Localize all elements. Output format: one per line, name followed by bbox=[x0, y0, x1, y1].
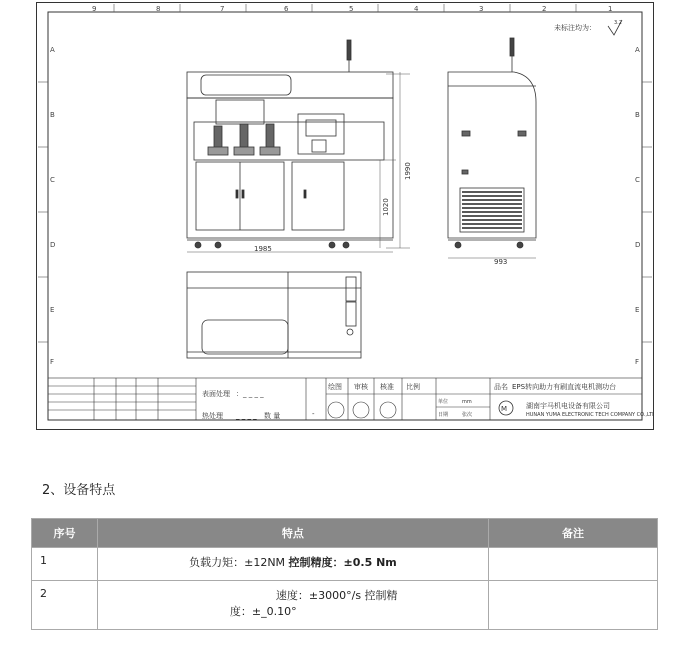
row-letter: A bbox=[635, 46, 640, 54]
col-num: 6 bbox=[284, 5, 289, 13]
roughness-value: 3.2 bbox=[614, 20, 622, 26]
feature-text: 负载力矩：±12NM bbox=[189, 556, 289, 569]
feature-table bbox=[31, 518, 658, 630]
check-label: 审核 bbox=[354, 383, 368, 391]
table-row bbox=[32, 548, 658, 581]
row-letter: F bbox=[635, 358, 640, 366]
product-name: EPS转向助力有刷直流电机测功台 bbox=[512, 383, 617, 391]
drawing-sheet bbox=[36, 2, 654, 430]
engineering-drawing bbox=[36, 2, 654, 430]
row-letter: A bbox=[50, 46, 55, 54]
roughness-note: 未标注均为： bbox=[554, 24, 596, 32]
quantity-label: 数 量 bbox=[264, 412, 281, 420]
row-letter: E bbox=[50, 306, 55, 314]
header-feature: 特点 bbox=[97, 519, 488, 548]
heat-treatment-label: 热处理 bbox=[202, 412, 223, 420]
col-num: 5 bbox=[349, 5, 354, 13]
unit-label: 单位 bbox=[438, 399, 449, 405]
svg-text:M: M bbox=[501, 405, 508, 413]
section-heading: 2、设备特点 bbox=[42, 483, 116, 498]
header-no: 序号 bbox=[32, 519, 98, 548]
row-number: 2 bbox=[32, 581, 98, 630]
feature-cell bbox=[97, 581, 488, 630]
draw-label: 绘图 bbox=[328, 383, 342, 391]
dim-height-total: 1990 bbox=[404, 162, 412, 180]
row-letter: D bbox=[50, 241, 56, 249]
table-header-row bbox=[32, 519, 658, 548]
col-num: 1 bbox=[608, 5, 613, 13]
row-letter: F bbox=[50, 358, 55, 366]
name-label: 品名 bbox=[494, 383, 508, 391]
dim-width-side: 993 bbox=[494, 258, 508, 266]
row-letter: B bbox=[635, 111, 640, 119]
col-num: 7 bbox=[220, 5, 225, 13]
col-num: 2 bbox=[542, 5, 547, 13]
surface-treatment-value: ：_ _ _ _ bbox=[236, 390, 264, 398]
table-row bbox=[32, 581, 658, 630]
row-letter: C bbox=[50, 176, 55, 184]
note-cell bbox=[488, 548, 657, 581]
row-letter: C bbox=[635, 176, 640, 184]
feature-cell bbox=[97, 548, 488, 581]
scale-label: 比例 bbox=[406, 383, 420, 391]
col-num: 8 bbox=[156, 5, 161, 13]
surface-treatment-label: 表面处理 bbox=[202, 390, 230, 398]
approve-label: 核准 bbox=[380, 383, 394, 391]
dim-width-front: 1985 bbox=[254, 245, 272, 253]
row-letter: B bbox=[50, 111, 55, 119]
sheet-label: 张次 bbox=[462, 412, 473, 418]
col-num: 3 bbox=[479, 5, 484, 13]
company-name-en: HUNAN YUMA ELECTRONIC TECH COMPANY CO.,LTD bbox=[526, 412, 654, 418]
feature-line: 速度：±3000°/s 控制精 bbox=[275, 589, 398, 602]
row-letter: D bbox=[635, 241, 641, 249]
unit-value: mm bbox=[462, 399, 472, 405]
header-note: 备注 bbox=[488, 519, 657, 548]
quantity-value: - bbox=[312, 410, 315, 418]
col-num: 9 bbox=[92, 5, 97, 13]
feature-line: 度：±_0.10° bbox=[229, 605, 297, 618]
dim-height-table: 1020 bbox=[382, 198, 390, 216]
row-letter: E bbox=[635, 306, 640, 314]
row-number: 1 bbox=[32, 548, 98, 581]
company-name: 湖南宇马机电设备有限公司 bbox=[526, 402, 610, 410]
heat-treatment-value: _ _ _ _ bbox=[236, 412, 257, 420]
date-label: 日期 bbox=[438, 412, 449, 418]
feature-text-bold: 控制精度：±0.5 Nm bbox=[288, 556, 397, 569]
note-cell bbox=[488, 581, 657, 630]
col-num: 4 bbox=[414, 5, 419, 13]
